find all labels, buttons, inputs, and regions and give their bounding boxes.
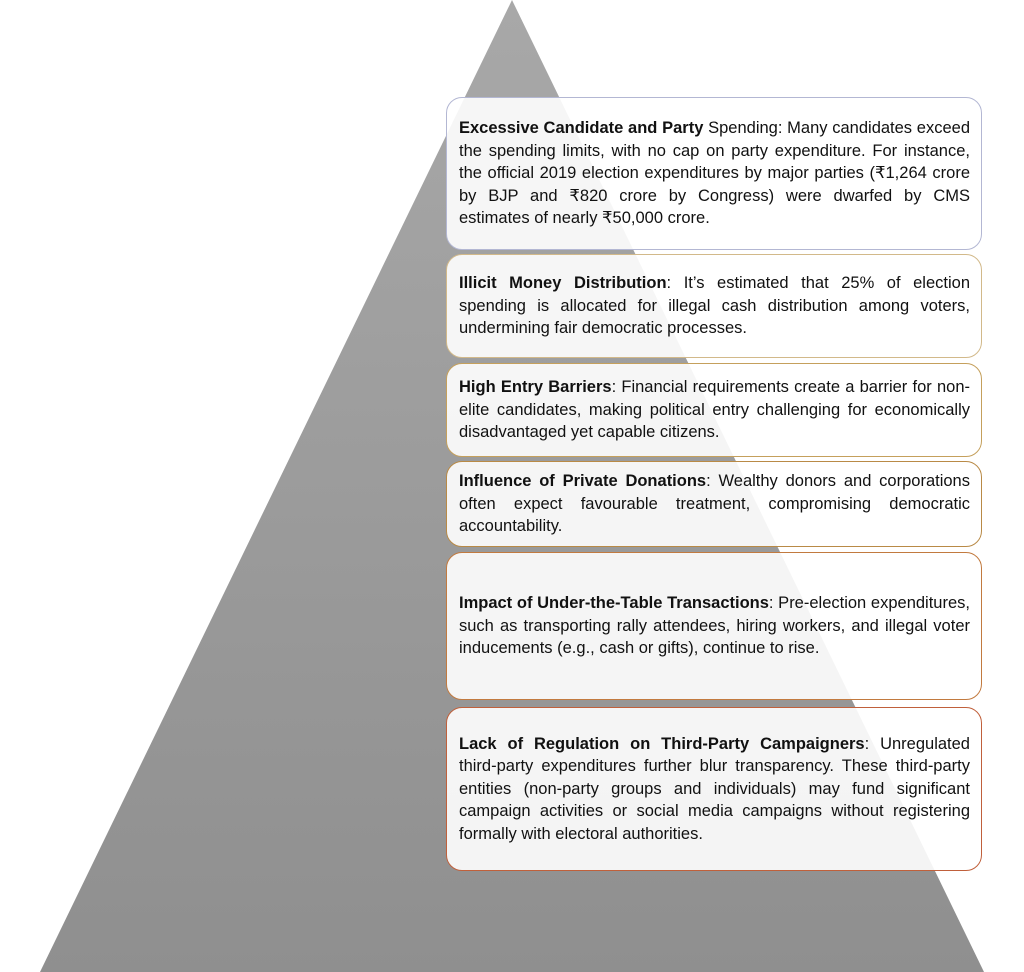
pyramid-block-excessive-spending: [446, 97, 982, 250]
block-title: Impact of Under-the-Table Transactions: [459, 594, 769, 613]
block-text: [459, 470, 970, 538]
block-body: : Pre-election expenditures, such as transporting rally attendees, hiring workers, and illegal voter inducements (e.g., cash or gifts), continue to rise.: [459, 594, 970, 658]
block-text: [459, 117, 970, 230]
block-title: Excessive Candidate and Party: [459, 119, 704, 138]
block-body: : Unregulated third-party expenditures further blur transparency. These third-party entities (non-party groups and individuals) may fund significant campaign activities or social media campaigns without registering formally with electoral authorities.: [459, 734, 970, 843]
block-body: : Wealthy donors and corporations often expect favourable treatment, compromising democratic accountability.: [459, 472, 970, 536]
block-text: [459, 592, 970, 660]
pyramid-block-third-party: [446, 707, 982, 871]
block-text: [459, 272, 970, 340]
block-text: [459, 376, 970, 444]
block-title: Illicit Money Distribution: [459, 274, 667, 293]
block-body: : Financial requirements create a barrier for non-elite candidates, making political entry challenging for economically disadvantaged yet capable citizens.: [459, 378, 971, 442]
pyramid-block-private-donations: [446, 461, 982, 547]
block-title: Influence of Private Donations: [459, 472, 707, 491]
block-body: : It’s estimated that 25% of election spending is allocated for illegal cash distribution among voters, undermining fair democratic processes.: [459, 274, 970, 338]
block-text: [459, 733, 970, 846]
pyramid-block-entry-barriers: [446, 363, 982, 457]
block-title: High Entry Barriers: [459, 378, 612, 397]
block-body: Spending: Many candidates exceed the spending limits, with no cap on party expenditure. For instance, the official 2019 election expenditures by major parties (₹1,264 crore by BJP and ₹820 crore by Congress) were dwarfed by CMS estimates of nearly ₹50,000 crore.: [459, 119, 970, 228]
pyramid-block-illicit-money: [446, 254, 982, 358]
pyramid-block-under-table: [446, 552, 982, 700]
block-title: Lack of Regulation on Third-Party Campaigners: [459, 734, 865, 753]
